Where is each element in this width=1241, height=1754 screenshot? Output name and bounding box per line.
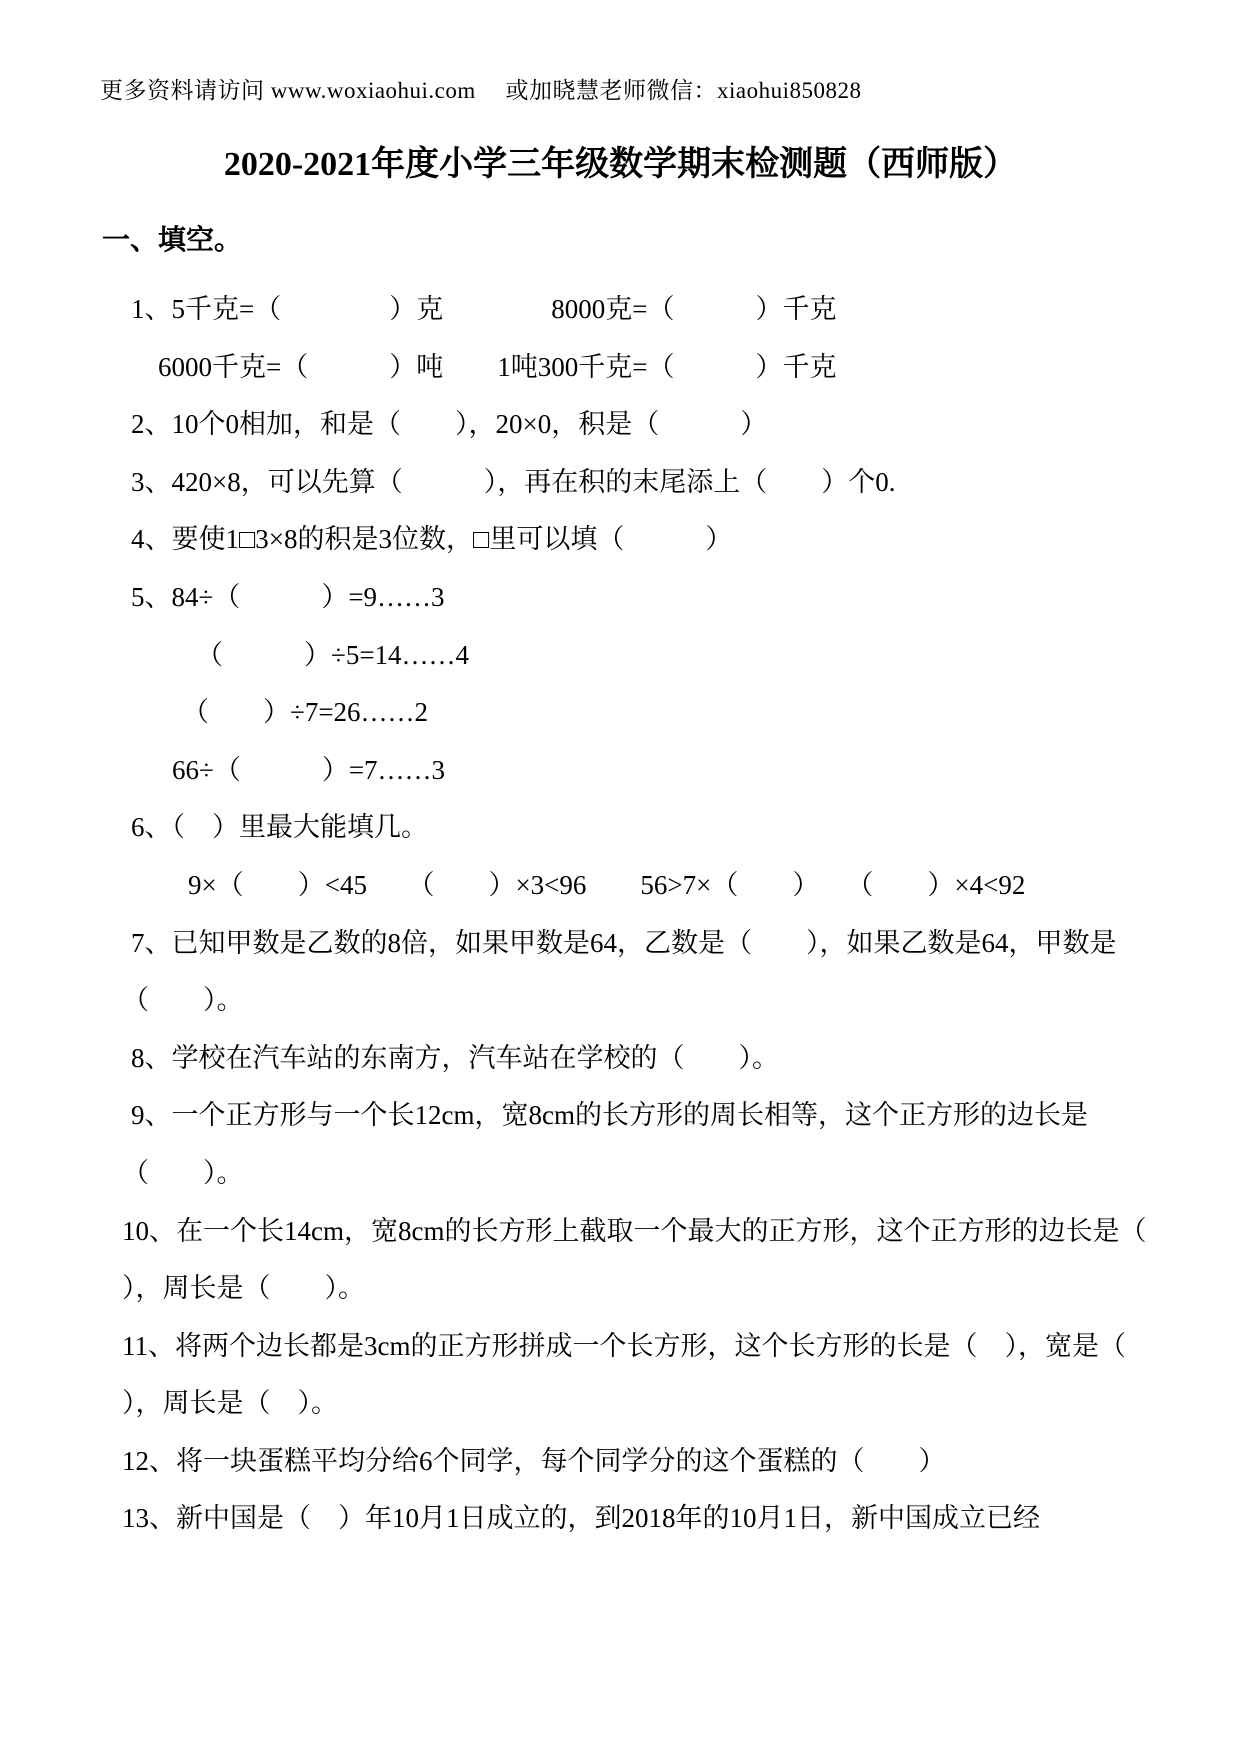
q7-line-1: 7、已知甲数是乙数的8倍，如果甲数是64，乙数是（ ），如果乙数是64，甲数是 xyxy=(131,927,1117,958)
q11-line-1: 11、将两个边长都是3cm的正方形拼成一个长方形，这个长方形的长是（ ），宽是（ xyxy=(122,1330,1126,1361)
exam-title: 2020-2021年度小学三年级数学期末检测题（西师版） xyxy=(223,146,1018,183)
q10-line-1: 10、在一个长14cm，宽8cm的长方形上截取一个最大的正方形，这个正方形的边长是（ xyxy=(122,1215,1147,1246)
q2-line-1: 2、10个0相加，和是（ ），20×0，积是（ ） xyxy=(131,409,768,440)
section-1-heading: 一、填空。 xyxy=(102,225,243,256)
q8-line-1: 8、学校在汽车站的东南方，汽车站在学校的（ ）。 xyxy=(131,1042,779,1073)
q11-line-2: ），周长是（ ）。 xyxy=(122,1388,338,1419)
q13-line-1: 13、新中国是（ ）年10月1日成立的，到2018年的10月1日，新中国成立已经 xyxy=(122,1503,1040,1534)
section-1-body xyxy=(0,281,1241,1548)
q6-line-2: 9×（ ）<45 （ ）×3<96 56>7×（ ） （ ）×4<92 xyxy=(188,869,1026,900)
q12-line-1: 12、将一块蛋糕平均分给6个同学，每个同学分的这个蛋糕的（ ） xyxy=(122,1445,946,1476)
q3-line-1: 3、420×8，可以先算（ ），再在积的末尾添上（ ）个0. xyxy=(131,466,896,497)
q5-line-1: 5、84÷（ ）=9……3 xyxy=(131,581,445,612)
q5-line-4: 66÷（ ）=7……3 xyxy=(172,754,446,785)
q7-line-2: （ ）。 xyxy=(122,985,244,1016)
promo-header-text: 更多资料请访问 www.woxiaohui.com 或加晓慧老师微信：xiaohui850828 xyxy=(100,78,862,103)
q6-line-1: 6、（ ）里最大能填几。 xyxy=(131,812,428,843)
q9-line-1: 9、一个正方形与一个长12cm，宽8cm的长方形的周长相等，这个正方形的边长是 xyxy=(131,1100,1088,1131)
q9-line-2: （ ）。 xyxy=(122,1157,244,1188)
q5-line-3: （ ）÷7=26……2 xyxy=(182,697,429,728)
q4-line-1: 4、要使1□3×8的积是3位数，□里可以填（ ） xyxy=(131,524,733,555)
q5-line-2: （ ）÷5=14……4 xyxy=(196,639,470,670)
q1-line-1: 1、5千克=（ ）克 8000克=（ ）千克 xyxy=(131,294,837,324)
q1-line-2: 6000千克=（ ）吨 1吨300千克=（ ）千克 xyxy=(158,351,837,382)
q10-line-2: ），周长是（ ）。 xyxy=(122,1273,365,1304)
